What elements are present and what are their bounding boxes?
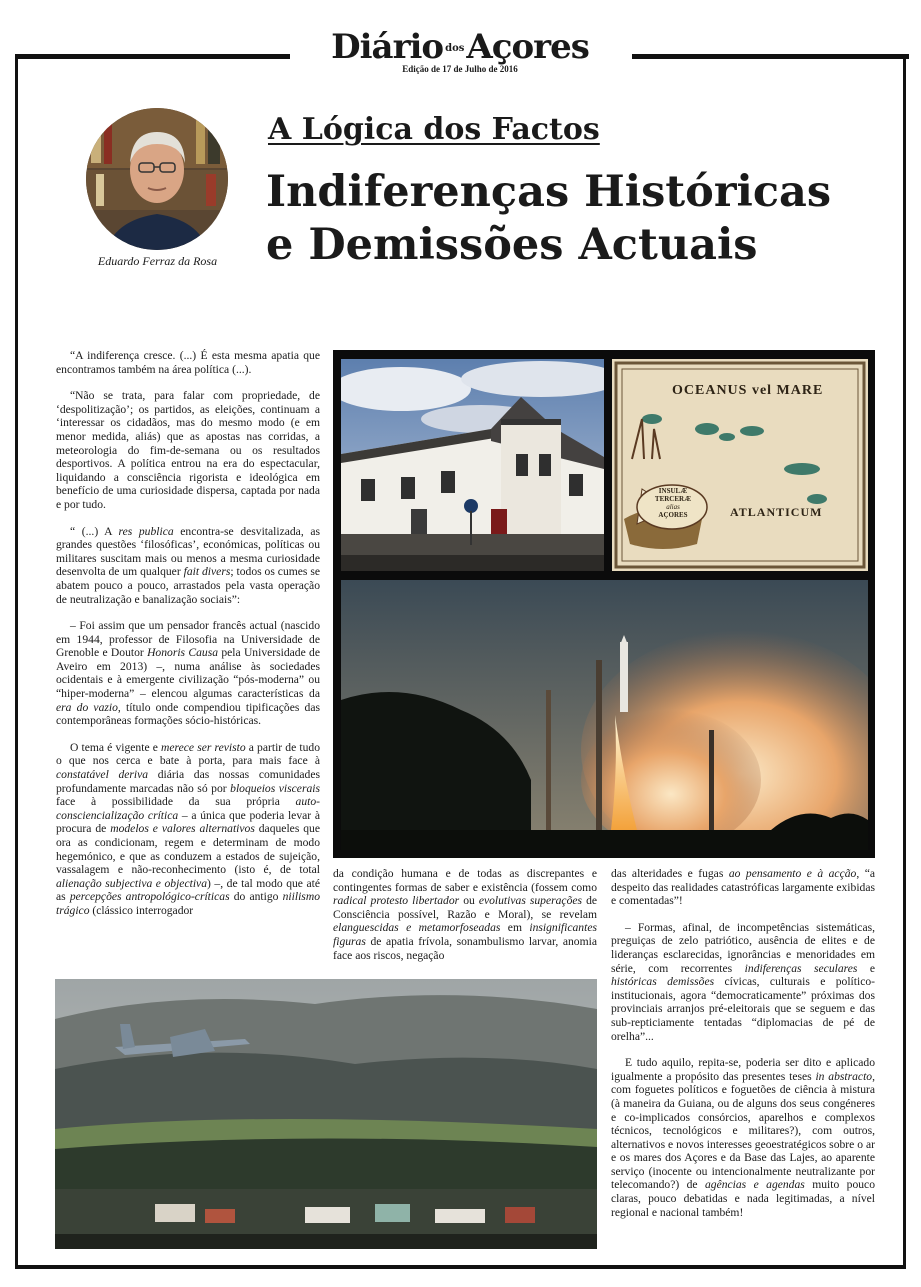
masthead [300,28,620,74]
section-kicker: A Lógica dos Factos [268,112,600,147]
newspaper-name [300,28,620,66]
azores-map [612,359,868,571]
map-title: OCEANUS vel MARE [672,383,824,398]
author-photo [86,108,228,250]
paragraph: “ (...) A res publica encontra-se desvitalizada, as grandes questões ‘filosóficas’, económicas, políticas ou militares suscitam mais ou menos a mesma curiosidade desenvolta de um qualquer fait divers; todos os cumes se abatem pouco a pouco, arrastados pela vasta operação de neutralização e banalização sociais”: [56,524,321,606]
paragraph: da condição humana e de todas as discrepantes e contingentes formas de saber e existência (fossem como radical protesto libertador ou evolutivas superações de Consciência possível, Razão e Moral), se revelam elanguescidas e metamorfoseadas em insignificantes figuras de apatia frívola, sonambulismo larvar, anomia face aos riscos, negação [333,867,598,962]
name-small: dos [445,43,465,54]
paragraph: “A indiferença cresce. (...) É esta mesma apatia que encontramos também na área política (...). [56,349,320,376]
name-left: Diário [331,27,444,67]
map-cartouche: INSULÆ TERCERÆ alias AÇORES [654,487,692,519]
paragraph: – Foi assim que um pensador francês actual (nascido em 1944, professor de Filosofia na Universidade de Grenoble e Doutor Honoris Causa pela Universidade de Aveiro em 2013) –, numa análise às sociedades ocidentais e à emergente civilização “pós-moderna” ou “hiper-moderna” – elencou algumas características da era do vazio, título onde compendiou tipificações das contemporâneas formações sócio-históricas. [56,619,321,728]
text-column-1 [56,349,320,931]
paragraph: – Formas, afinal, de incompetências sistemáticas, preguiças de zelo patriótico, ausência de elites e de lideranças esclarecidas, ignorâncias e menoridades em série, com recorrentes indiferenças seculares e históricas demissões cívicas, culturais e político-institucionais, agora “democraticamente” próximas dos provinciais arranjos pré-eleitorais que se seguem e das sub-repticiamente tentadas “diplomacias de pé de orelha”... [611,920,876,1043]
edition-date: Edição de 17 de Julho de 2016 [402,64,518,74]
name-right: Açores [466,27,589,67]
church-photo [341,359,604,571]
headline-line-1: Indiferenças Históricas [266,167,832,217]
author-name: Eduardo Ferraz da Rosa [97,254,218,268]
headline [266,166,886,272]
paragraph: das alteridades e fugas ao pensamento e à acção, “a despeito das realidades catastróficas largamente exibidas e comentadas”! [611,867,875,908]
map-subtitle: ATLANTICUM [730,505,823,519]
text-column-2 [333,867,597,975]
aircraft-landscape-photo [55,979,597,1249]
text-column-3 [611,867,875,1232]
paragraph: E tudo aquilo, repita-se, poderia ser dito e aplicado igualmente a propósito das presentes teses in abstracto, com foguetes políticos e foguetões de ciência à mistura (à maneira da Guiana, ou de alguns dos seus congéneres e co-implicados consórcios, aparelhos e complexos técnicos, tecnológicos e militares?), com outros, alternativos e novos interesses geoestratégicos sobre o ar e os mares dos Açores e da Base das Lajes, ao aparente serviço (inocente ou intencionalmente neutralizante por telecomando?) de agências e agendas muito pouco claras, pouco debatidas e nada legitimadas, a nível regional e nacional também! [611,1056,875,1219]
headline-line-2: e Demissões Actuais [266,220,758,270]
rocket-launch-photo [341,580,868,850]
paragraph: O tema é vigente e merece ser revisto a partir de tudo o que nos cerca e bate à porta, para mais face à constatável deriva diária das nossas comunidades profundamente marcadas não só por bloqueios viscerais face à possibilidade da sua própria auto-consciencialização crítica – a única que poderia levar à procura de modelos e valores alternativos daqueles que ora as condicionam, regem e determinam de modo hegemónico, e que as conduzem a estados de sujeição, vassalagem e não-reconhecimento (isto é, de total alienação subjectiva e objectiva) –, de tal modo que até as percepções antropológico-críticas do antigo niilismo trágico (clássico interrogador [56,740,321,917]
paragraph: “Não se trata, para falar com propriedade, de ‘despolitização’; os partidos, as eleições, continuam a ‘interessar os cidadãos, mas do mesmo modo (e em menor medida, aliás) que as apostas nas corridas, a meteorologia do fim-de-semana ou os resultados desportivos. A política entrou na era do espectacular, liquidando a consciência rigorista e ideológica em benefício de uma curiosidade dispersa, captada por nada e por tudo. [56,389,320,511]
